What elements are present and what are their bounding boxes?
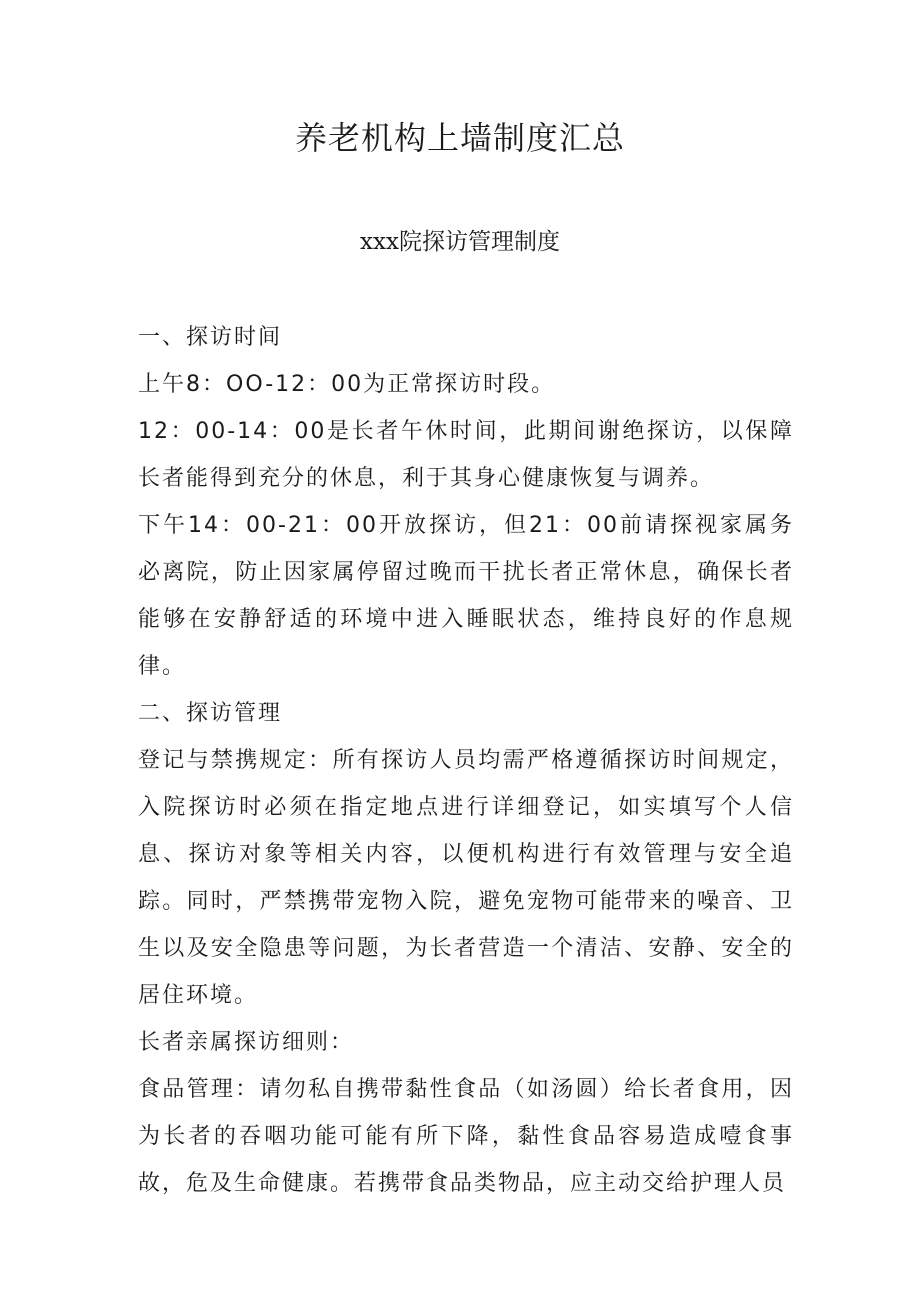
paragraph-food-management: 食品管理：请勿私自携带黏性食品（如汤圆）给长者食用，因为长者的吞咽功能可能有所下降，黏性食品容易造成噎食事故，危及生命健康。若携带食品类物品，应主动交给护理人员 [138, 1077, 794, 1196]
document-title: 养老机构上墙制度汇总 [294, 119, 625, 157]
paragraph-noon-rest: 12：00-14：00是长者午休时间，此期间谢绝探访，以保障长者能得到充分的休息，利于其身心健康恢复与调养。 [138, 419, 794, 491]
paragraph-relatives-heading: 长者亲属探访细则： [138, 1030, 355, 1055]
document-body [138, 314, 794, 1207]
section-heading-visit-management: 二、探访管理 [138, 701, 283, 726]
paragraph-afternoon-hours: 下午14：00-21：00开放探访，但21：00前请探视家属务必离院，防止因家属停留过晚而干扰长者正常休息，确保长者能够在安静舒适的环境中进入睡眠状态，维持良好的作息规律。 [138, 513, 794, 679]
document-subtitle: xxx院探访管理制度 [360, 229, 560, 255]
paragraph-morning-hours: 上午8：OO-12：00为正常探访时段。 [138, 372, 556, 397]
paragraph-registration-rules: 登记与禁携规定：所有探访人员均需严格遵循探访时间规定，入院探访时必须在指定地点进行详细登记，如实填写个人信息、探访对象等相关内容，以便机构进行有效管理与安全追踪。同时，严禁携带宠物入院，避免宠物可能带来的噪音、卫生以及安全隐患等问题，为长者营造一个清洁、安静、安全的居住环境。 [138, 748, 794, 1008]
section-heading-visit-time: 一、探访时间 [138, 325, 283, 350]
